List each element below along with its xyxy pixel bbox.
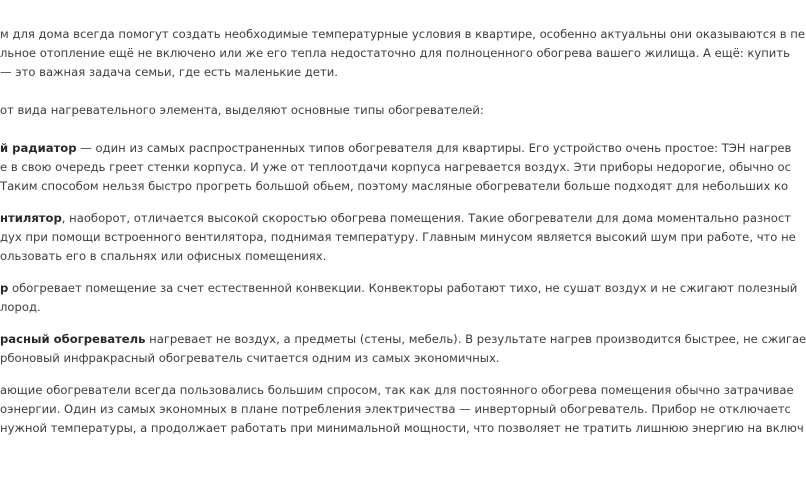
- fan-paragraph-line-1: нтилятор, наоборот, отличается высокой скоростью обогрева помещения. Такие обогреватели для дома моментально разност: [0, 211, 791, 225]
- oil-paragraph-line-2: е в свою очередь греет стенки корпуса. И уже от теплоотдачи корпуса нагревается воздух. Эти приборы недорогие, обычно ос: [0, 160, 792, 174]
- infrared-heater-term: расный обогреватель: [0, 332, 146, 346]
- intro-line-1: м для дома всегда помогут создать необходимые температурные условия в квартире, особенно актуальны они оказываются в пе: [0, 27, 805, 41]
- convector-term: р: [0, 281, 9, 295]
- convector-paragraph-line-2: лород.: [0, 300, 41, 314]
- intro-line-2: льное отопление ещё не включено или же его тепла недостаточно для полноценного обогрева вашего жилища. А ещё: купить: [0, 46, 790, 60]
- closing-line-2: оэнергии. Один из самых экономных в плане потребления электричества — инверторный обогреватель. Прибор не отключаетс: [0, 402, 791, 416]
- fan-paragraph-line-2: дух при помощи встроенного вентилятора, поднимая температуру. Главным минусом является высокий шум при работе, что не: [0, 230, 796, 244]
- convector-paragraph-line-1: р обогревает помещение за счет естественной конвекции. Конвекторы работают тихо, не сушат воздух и не сжигают полезный: [0, 281, 798, 295]
- fan-paragraph-line-3: ользовать его в спальнях или офисных помещениях.: [0, 249, 327, 263]
- oil-paragraph-line-1: й радиатор — один из самых распространенных типов обогревателя для квартиры. Его устройство очень простое: ТЭН нагрев: [0, 141, 792, 155]
- infrared-paragraph-line-2: рбоновый инфракрасный обогреватель считается одним из самых экономичных.: [0, 351, 500, 365]
- closing-line-3: нужной температуры, а продолжает работать при минимальной мощности, что позволяет не тратить лишнюю энергию на включ: [0, 421, 804, 435]
- fan-heater-term: нтилятор: [0, 211, 62, 225]
- infrared-paragraph-line-1: расный обогреватель нагревает не воздух, а предметы (стены, мебель). В результате нагрев производится быстрее, не сжигае: [0, 332, 806, 346]
- oil-heater-term: й радиатор: [0, 141, 77, 155]
- oil-paragraph-line-3: Таким способом нельзя быстро прогреть большой обьем, поэтому масляные обогреватели больше подходят для небольших ко: [0, 179, 789, 193]
- intro-line-3: — это важная задача семьи, где есть маленькие дети.: [0, 65, 338, 79]
- types-intro: от вида нагревательного элемента, выделяют основные типы обогревателей:: [0, 103, 484, 117]
- closing-line-1: ающие обогреватели всегда пользовались большим спросом, так как для постоянного обогрева помещения обычно затрачивае: [0, 383, 794, 397]
